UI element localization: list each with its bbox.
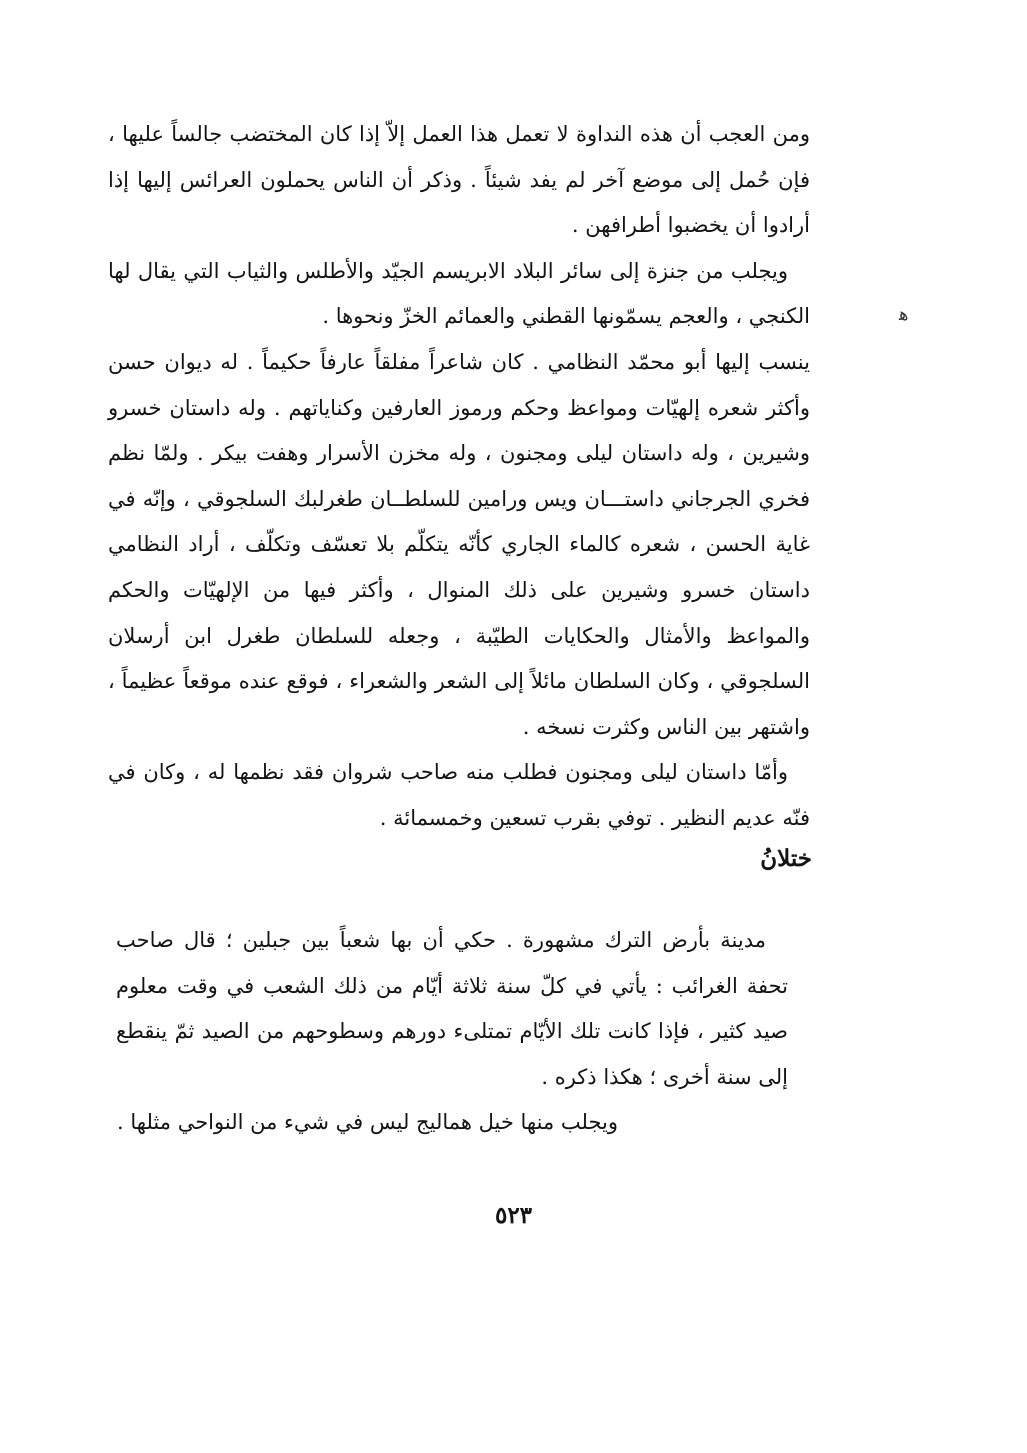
paragraph-horses: ويجلب منها خيل هماليج ليس في شيء من النواحي مثلها . xyxy=(117,1110,618,1135)
page-number: ٥٢٣ xyxy=(494,1202,533,1229)
paragraph-city-description: مدينة بأرض الترك مشهورة . حكي أن بها شعباً بين جبلين ؛ قال صاحب تحفة الغرائب : يأتي في كلّ سنة ثلاثة أيّام من ذلك الشعب في وقت معلوم صيد كثير ، فإذا كانت تلك الأيّام تمتلىء دورهم وسطوحهم من الصيد ثمّ ينقطع إلى سنة أخرى ؛ هكذا ذكره . xyxy=(116,928,788,1089)
paragraph-nizami: ينسب إليها أبو محمّد النظامي . كان شاعراً مفلقاً عارفاً حكيماً . له ديوان حسن وأكثر شعره إلهيّات ومواعظ وحكم ورموز العارفين وكناياتهم . وله داستان خسرو وشيرين ، وله داستان ليلى ومجنون ، وله مخزن الأسرار وهفت بيكر . ولمّا نظم فخري الجرجاني داستـــان ويس ورامين للسلطــان طغرلبك السلجوقي ، وإنّه في غاية الحسن ، شعره كالماء الجاري كأنّه يتكلّم بلا تعسّف وتكلّف ، أراد النظامي داستان خسرو وشيرين على ذلك المنوال ، وأكثر فيها من الإلهيّات والحكم والمواعظ والأمثال والحكايات الطيّبة ، وجعله للسلطان طغرل ابن أرسلان السلجوقي ، وكان السلطان مائلاً إلى الشعر والشعراء ، فوقع عنده موقعاً عظيماً ، واشتهر بين الناس وكثرت نسخه . xyxy=(108,349,810,739)
margin-mark: ﻫ xyxy=(899,304,909,325)
paragraph-layla-majnun: وأمّا داستان ليلى ومجنون فطلب منه صاحب شروان فقد نظمها له ، وكان في فنّه عديم النظير . توفي بقرب تسعين وخمسمائة . xyxy=(108,760,810,830)
section-text-block xyxy=(116,918,788,1146)
paragraph-nadawa: ومن العجب أن هذه النداوة لا تعمل هذا العمل إلاّ إذا كان المختضب جالساً عليها ، فإن حُمل إلى موضع آخر لم يفد شيئاً . وذكر أن الناس يحملون العرائس إليها إذا أرادوا أن يخضبوا أطرافهن . xyxy=(108,122,810,238)
paragraph-exports: ويجلب من جنزة إلى سائر البلاد الابريسم الجيّد والأطلس والثياب التي يقال لها الكنجي ، والعجم يسمّونها القطني والعمائم الخزّ ونحوها . xyxy=(108,258,810,329)
main-text-block xyxy=(108,112,810,842)
section-title: ختلانُ xyxy=(760,845,812,872)
